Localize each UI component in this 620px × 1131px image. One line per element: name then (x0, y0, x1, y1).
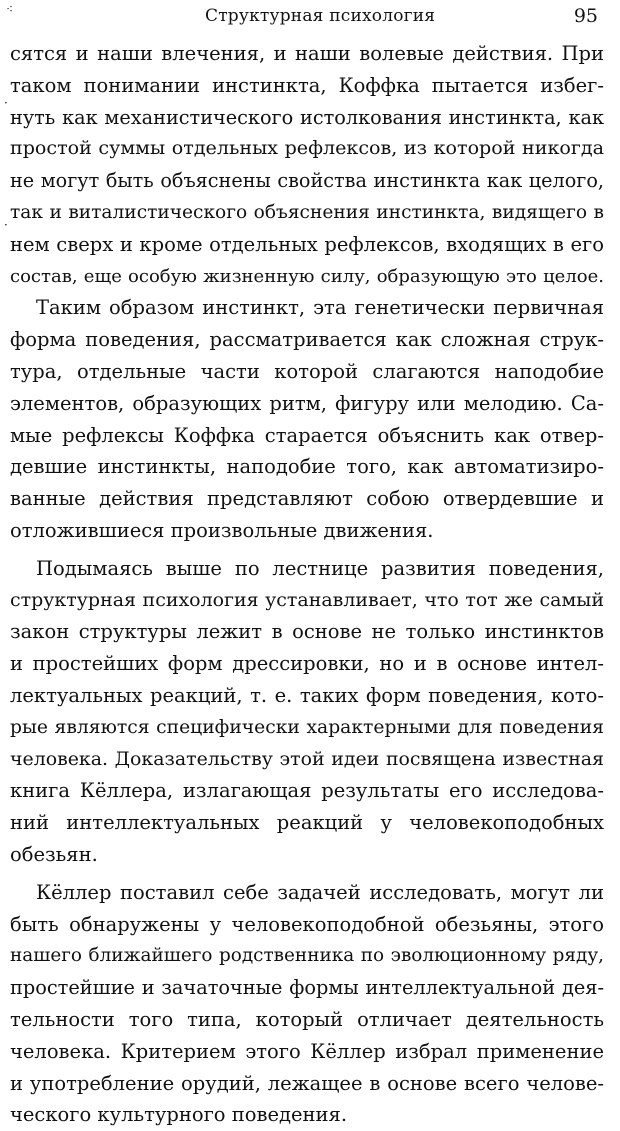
text-line: состав, еще особую жизненную силу, образующую это целое. (10, 265, 604, 287)
text-line: книга Кёллера, излагающая результаты его исследова- (10, 779, 604, 803)
text-line: рые являются специфически характерными для поведения (10, 716, 604, 738)
text-line: сятся и наши влечения, и наши волевые действия. При (10, 42, 604, 65)
text-line: ванные действия представляют собою отвердевшие и (10, 487, 604, 511)
text-line: так и виталистического объяснения инстинкта, видящего в (10, 201, 604, 223)
text-line: и употребление орудий, лежащее в основе всего челове- (10, 1071, 604, 1095)
paragraph-1 (10, 38, 604, 292)
text-line: нем сверх и кроме отдельных рефлексов, входящих в его (10, 232, 604, 256)
text-line: закон структуры лежит в основе не только инстинктов (10, 620, 604, 644)
paragraph-2 (10, 292, 604, 546)
text-line: форма поведения, рассматривается как сложная струк- (10, 328, 604, 352)
text-line: простейшие и зачаточные формы интеллектуальной дея- (10, 976, 604, 1000)
text-line: тура, отдельные части которой слагаются наподобие (10, 359, 604, 383)
text-line: таком понимании инстинкта, Коффка пытается избег- (10, 73, 604, 97)
running-title: Структурная психология (205, 6, 436, 26)
text-line: Подымаясь выше по лестнице развития поведения, (36, 556, 604, 580)
print-speck: · (4, 96, 8, 110)
print-speck: · (4, 218, 8, 232)
paragraph-4 (10, 877, 604, 1131)
text-line: обезьян. (10, 842, 98, 866)
page-number: 95 (573, 5, 598, 27)
text-line: мые рефлексы Коффка старается объяснить как отвер- (10, 423, 604, 447)
body-text (10, 38, 604, 1131)
text-line: отложившиеся произвольные движения. (10, 518, 434, 542)
text-line: нашего ближайшего родственника по эволюционному ряду, (10, 945, 604, 967)
paragraph-3 (10, 553, 604, 871)
text-line: простой суммы отдельных рефлексов, из которой никогда (10, 137, 604, 160)
text-line: и простейших форм дрессировки, но и в основе интел- (10, 652, 604, 676)
text-line: человека. Доказательству этой идеи посвящена известная (10, 747, 604, 770)
text-line: девшие инстинкты, наподобие того, как автоматизиро- (10, 455, 604, 479)
text-line: лектуальных реакций, т. е. таких форм поведения, кото- (10, 683, 604, 707)
text-line: ческого культурного поведения. (10, 1103, 348, 1127)
text-line: быть обнаружены у человекоподобной обезьяны, этого (10, 912, 604, 936)
text-line: Кёллер поставил себе задачей исследовать, могут ли (36, 880, 604, 904)
text-line: не могут быть объяснены свойства инстинкта как целого, (10, 169, 604, 193)
text-line: элементов, образующих ритм, фигуру или мелодию. Са- (10, 391, 604, 415)
text-line: нуть как механистического истолкования инстинкта, как (10, 105, 604, 129)
print-speck: ⁖ (6, 2, 14, 16)
text-line: тельности того типа, который отличает деятельность (10, 1007, 604, 1031)
text-line: ний интеллектуальных реакций у человекоподобных (10, 811, 604, 835)
text-line: структурная психология устанавливает, что тот же самый (10, 588, 604, 611)
page-header (0, 4, 620, 30)
text-line: Таким образом инстинкт, эта генетически первичная (36, 296, 604, 320)
text-line: человека. Критерием этого Кёллер избрал применение (10, 1039, 604, 1063)
